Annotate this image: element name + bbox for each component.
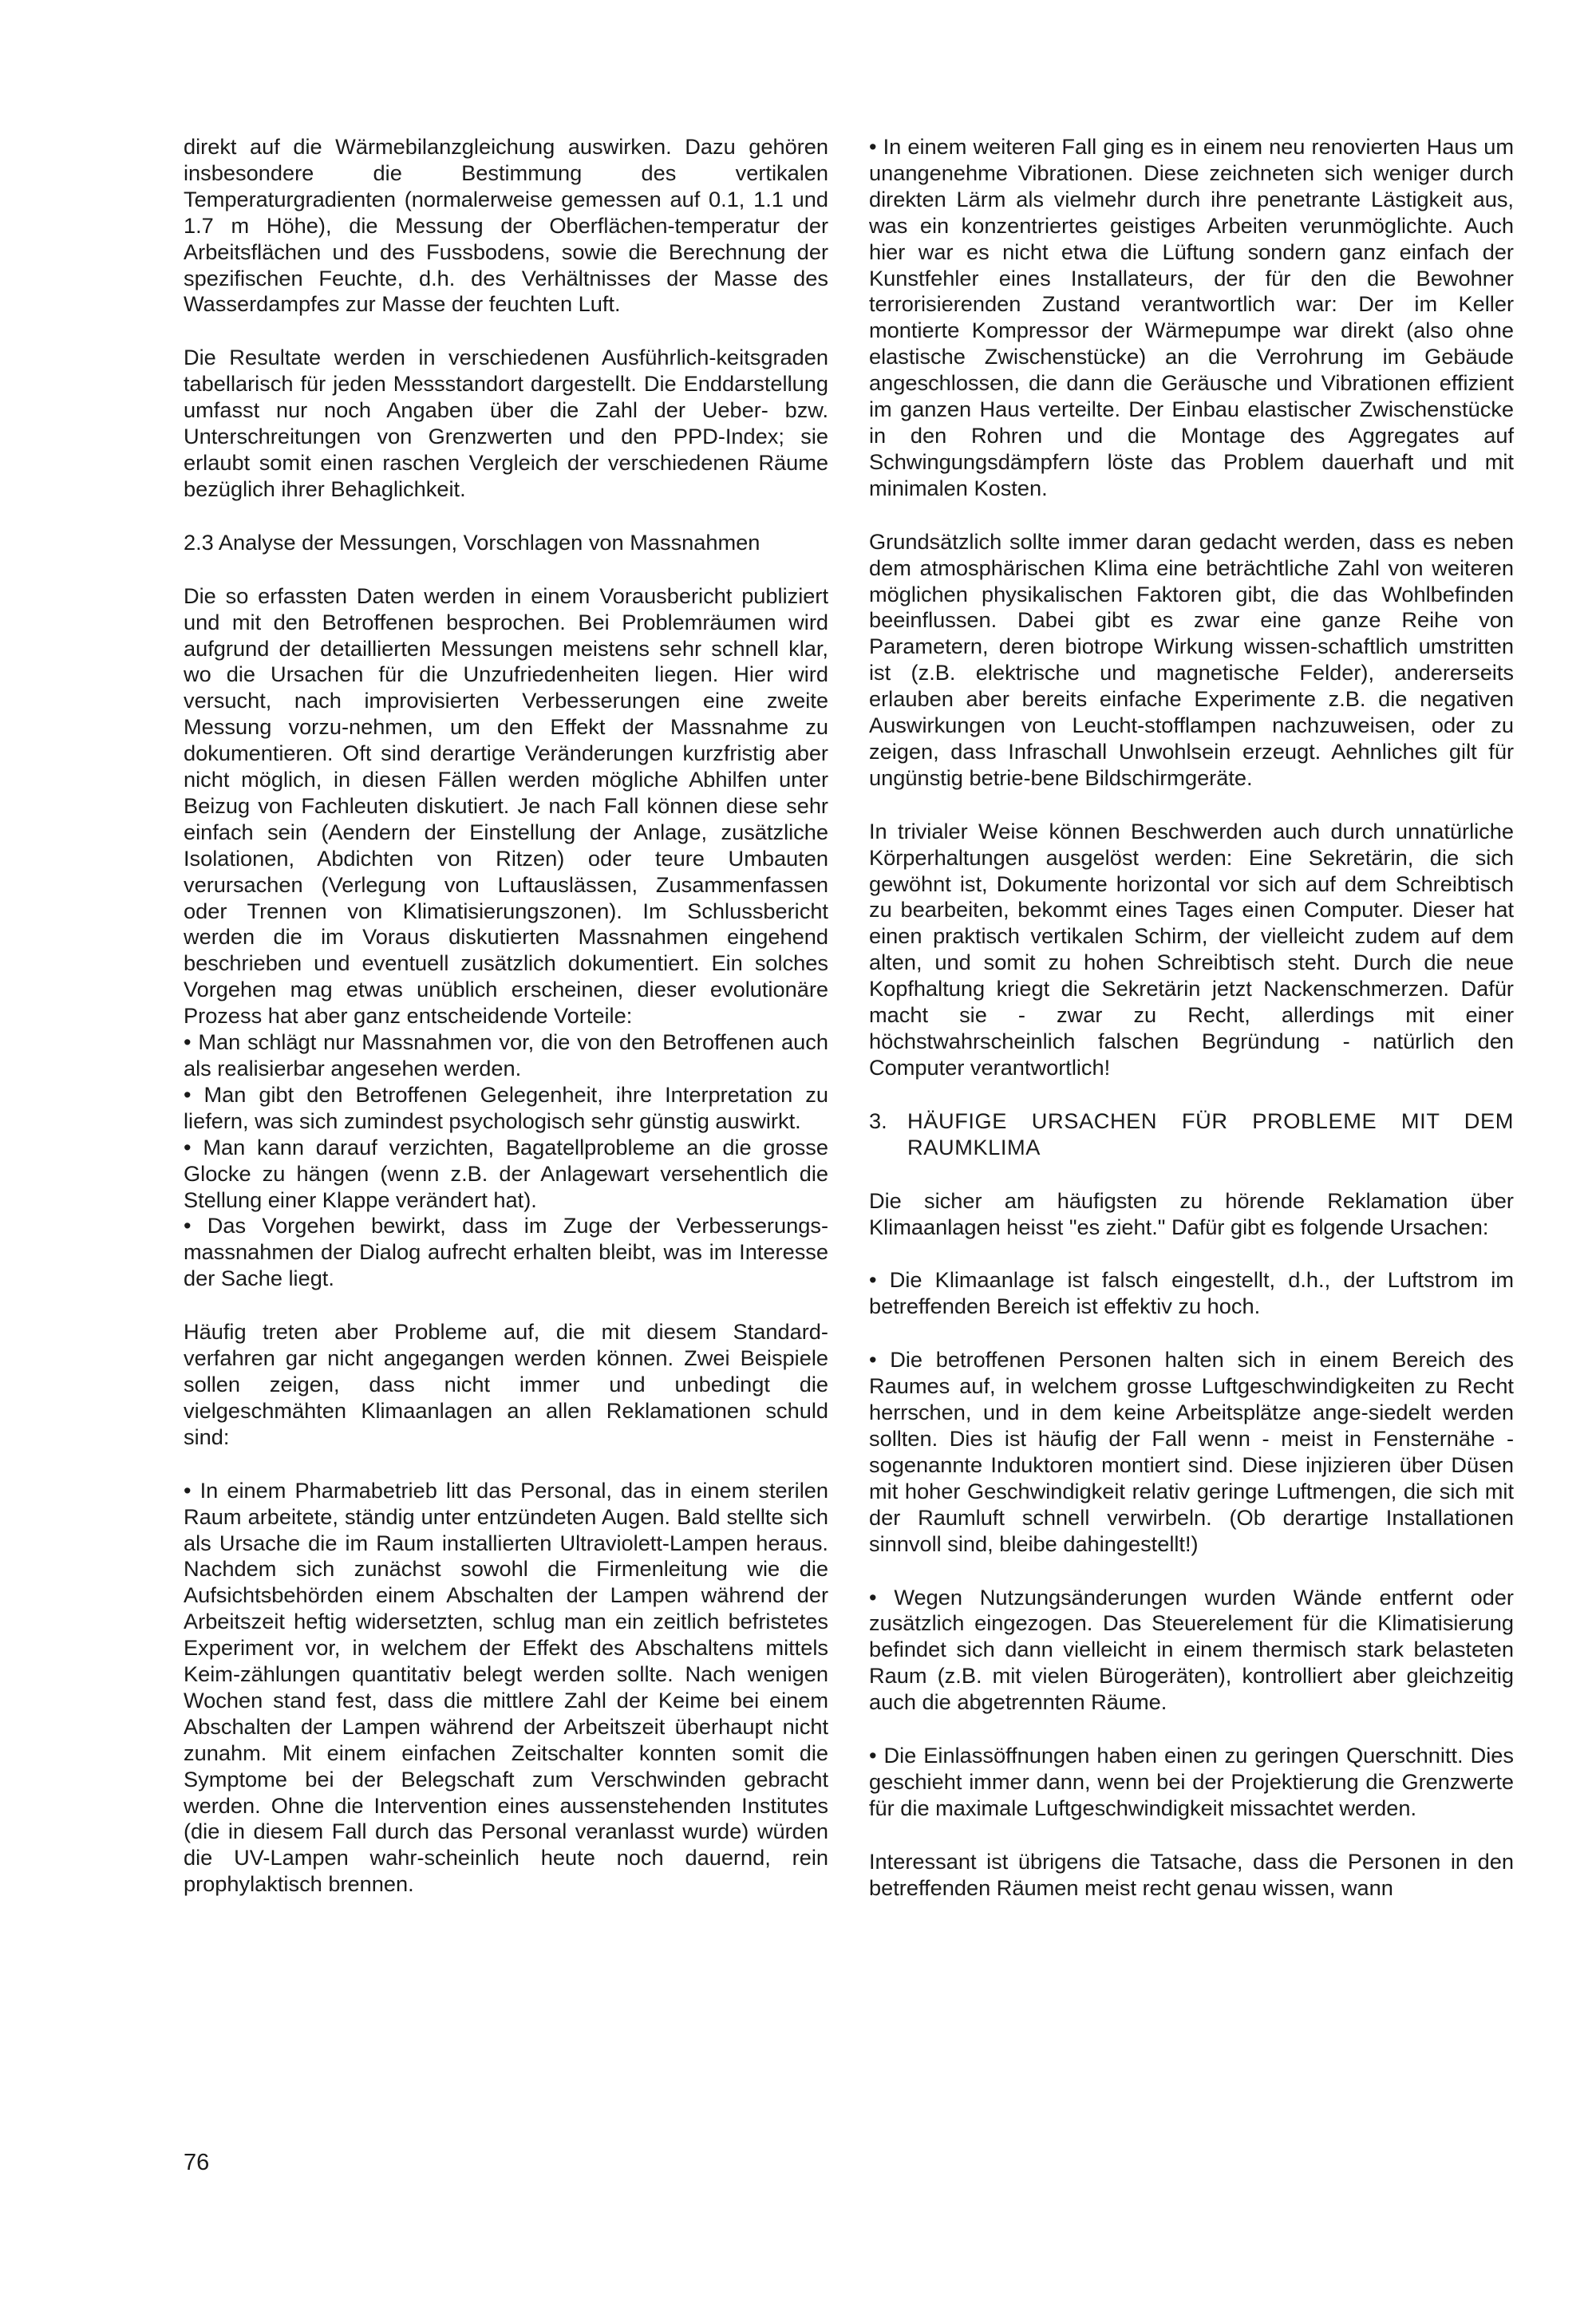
section-heading-2-3: 2.3 Analyse der Messungen, Vorschlagen von Massnahmen	[184, 529, 760, 555]
paragraph: Interessant ist übrigens die Tatsache, dass die Personen in den betreffenden Räumen meist recht genau wissen, wann	[869, 1848, 1514, 1900]
paragraph: Grundsätzlich sollte immer daran gedacht werden, dass es neben dem atmosphärischen Klima eine beträchtliche Zahl von weiteren möglichen physikalischen Faktoren gibt, die das Wohlbefinden beeinflussen. Dabei gibt es zwar eine ganze Reihe von Parametern, deren biotrope Wirkung wissen-schaftlich umstritten ist (z.B. elektrische und magnetische Felder), andererseits erlauben aber bereits einfache Experimente z.B. die negativen Auswirkungen von Leucht-stofflampen nachzuweisen, oder zu zeigen, dass Infraschall Unwohlsein erzeugt. Aehnliches gilt für ungünstig betrie-bene Bildschirmgeräte.	[869, 528, 1514, 790]
left-column	[184, 134, 828, 1898]
paragraph: Häufig treten aber Probleme auf, die mit diesem Standard-verfahren gar nicht angegangen werden können. Zwei Beispiele sollen zeigen, dass nicht immer und unbedingt die vielgeschmähten Klimaanlagen an allen Reklamationen schuld sind:	[184, 1319, 828, 1449]
right-column	[869, 134, 1514, 1902]
section-heading-3	[869, 1108, 1514, 1161]
bullet-item: • Man schlägt nur Massnahmen vor, die von den Betroffenen auch als realisierbar angesehen werden.	[184, 1029, 828, 1080]
bullet-item: • Wegen Nutzungsänderungen wurden Wände entfernt oder zusätzlich eingezogen. Das Steuerelement für die Klimatisierung befindet sich dann vielleicht in einem thermisch stark belasteten Raum (z.B. mit vielen Bürogeräten), kontrolliert aber gleichzeitig auch die abgetrennten Räume.	[869, 1584, 1514, 1715]
paragraph: Die sicher am häufigsten zu hörende Reklamation über Klimaanlagen heisst "es zieht." Dafür gibt es folgende Ursachen:	[869, 1187, 1514, 1239]
paragraph: In trivialer Weise können Beschwerden auch durch unnatürliche Körperhaltungen ausgelöst werden: Eine Sekretärin, die sich gewöhnt ist, Dokumente horizontal vor sich auf dem Schreibtisch zu bearbeiten, bekommt eines Tages einen Computer. Dieser hat einen praktisch vertikalen Schirm, der vielleicht zudem auf dem alten, und somit zu hohen Schreibtisch steht. Durch die neue Kopfhaltung kriegt die Sekretärin jetzt Nackenschmerzen. Dafür macht sie - zwar zu Recht, allerdings mit einer höchstwahrscheinlich falschen Begründung - natürlich den Computer verantwortlich!	[869, 818, 1514, 1080]
bullet-item: • Man gibt den Betroffenen Gelegenheit, ihre Interpretation zu liefern, was sich zumindest psychologisch sehr günstig auswirkt.	[184, 1081, 828, 1133]
paragraph: Die so erfassten Daten werden in einem Vorausbericht publiziert und mit den Betroffenen besprochen. Bei Problemräumen wird aufgrund der detaillierten Messungen meistens sehr schnell klar, wo die Ursachen für die Unzufriedenheiten liegen. Hier wird versucht, nach improvisierten Verbesserungen eine zweite Messung vorzu-nehmen, um den Effekt der Massnahme zu dokumentieren. Oft sind derartige Veränderungen kurzfristig aber nicht möglich, in diesen Fällen werden mögliche Abhilfen unter Beizug von Fachleuten diskutiert. Je nach Fall können diese sehr einfach sein (Aendern der Einstellung der Anlage, zusätzliche Isolationen, Abdichten von Ritzen) oder teure Umbauten verursachen (Verlegung von Luftauslässen, Zusammenfassen oder Trennen von Klimatisierungszonen). Im Schlussbericht werden die im Voraus diskutierten Massnahmen eingehend beschrieben und eventuell zusätzlich dokumentiert. Ein solches Vorgehen mag etwas unüblich erscheinen, dieser evolutionäre Prozess hat aber ganz entscheidende Vorteile:	[184, 583, 828, 1029]
bullet-item: • Man kann darauf verzichten, Bagatellprobleme an die grosse Glocke zu hängen (wenn z.B. der Anlagewart versehentlich die Stellung einer Klappe verändert hat).	[184, 1134, 828, 1212]
paragraph: Die Resultate werden in verschiedenen Ausführlich-keitsgraden tabellarisch für jeden Messstandort dargestellt. Die Enddarstellung umfasst nur noch Angaben über die Zahl der Ueber- bzw. Unterschreitungen von Grenzwerten und den PPD-Index; sie erlaubt somit einen raschen Vergleich der verschiedenen Räume bezüglich ihrer Behaglichkeit.	[184, 345, 828, 501]
bullet-item: • Die Einlassöffnungen haben einen zu geringen Querschnitt. Dies geschieht immer dann, wenn bei der Projektierung die Grenzwerte für die maximale Luftgeschwindigkeit missachtet werden.	[869, 1743, 1514, 1820]
bullet-item: • Die betroffenen Personen halten sich in einem Bereich des Raumes auf, in welchem grosse Luftgeschwindigkeiten zu Recht herrschen, und in dem keine Arbeitsplätze ange-siedelt werden sollten. Dies ist häufig der Fall wenn - meist in Fensternähe - sogenannte Induktoren montiert sind. Diese injizieren über Düsen mit hoher Geschwindigkeit relativ geringe Luftmengen, die sich mit der Raumluft schnell verwirbeln. (Ob derartige Installationen sinnvoll sind, bleibe dahingestellt!)	[869, 1347, 1514, 1556]
page-number: 76	[184, 2150, 210, 2175]
bullet-item: • Das Vorgehen bewirkt, dass im Zuge der Verbesserungs-massnahmen der Dialog aufrecht erhalten bleibt, was im Interesse der Sache liegt.	[184, 1213, 828, 1291]
section-number: 3.	[869, 1108, 887, 1133]
paragraph: • In einem Pharmabetrieb litt das Personal, das in einem sterilen Raum arbeitete, ständig unter entzündeten Augen. Bald stellte sich als Ursache die im Raum installierten Ultraviolett-Lampen heraus. Nachdem sich zunächst sowohl die Firmenleitung wie die Aufsichtsbehörden einem Abschalten der Lampen während der Arbeitszeit heftig widersetzten, schlug man ein zeitlich befristetes Experiment vor, in welchem der Effekt des Abschaltens mittels Keim-zählungen quantitativ belegt werden sollte. Nach wenigen Wochen stand fest, dass die mittlere Zahl der Keime bei einem Abschalten der Lampen während der Arbeitszeit überhaupt nicht zunahm. Mit einem einfachen Zeitschalter konnten somit die Symptome bei der Belegschaft zum Verschwinden gebracht werden. Ohne die Intervention eines aussenstehenden Institutes (die in diesem Fall durch das Personal veranlasst wurde) würden die UV-Lampen wahr-scheinlich heute noch dauernd, rein prophylaktisch brennen.	[184, 1477, 828, 1897]
paragraph: direkt auf die Wärmebilanzgleichung auswirken. Dazu gehören insbesondere die Bestimmung des vertikalen Temperaturgradienten (normalerweise gemessen auf 0.1, 1.1 und 1.7 m Höhe), die Messung der Oberflächen-temperatur der Arbeitsflächen und des Fussbodens, sowie die Berechnung der spezifischen Feuchte, d.h. des Verhältnisses der Masse des Wasserdampfes zur Masse der feuchten Luft.	[184, 134, 828, 317]
bullet-item: • Die Klimaanlage ist falsch eingestellt, d.h., der Luftstrom im betreffenden Bereich ist effektiv zu hoch.	[869, 1267, 1514, 1319]
section-title: HÄUFIGE URSACHEN FÜR PROBLEME MIT DEM RAUMKLIMA	[907, 1108, 1514, 1159]
paragraph: • In einem weiteren Fall ging es in einem neu renovierten Haus um unangenehme Vibrationen. Diese zeichneten sich weniger durch direkten Lärm als vielmehr durch ihre penetrante Lästigkeit aus, was ein konzentriertes geistiges Arbeiten verunmöglichte. Auch hier war es nicht etwa die Lüftung sondern ganz einfach der Kunstfehler eines Installateurs, der für den die Bewohner terrorisierenden Zustand verantwortlich war: Der im Keller montierte Kompressor der Wärmepumpe war direkt (also ohne elastische Zwischenstücke) an die Verrohrung im Gebäude angeschlossen, die dann die Geräusche und Vibrationen effizient im ganzen Haus verteilte. Der Einbau elastischer Zwischenstücke in den Rohren und die Montage des Aggregates auf Schwingungsdämpfern löste das Problem dauerhaft und mit minimalen Kosten.	[869, 134, 1514, 500]
